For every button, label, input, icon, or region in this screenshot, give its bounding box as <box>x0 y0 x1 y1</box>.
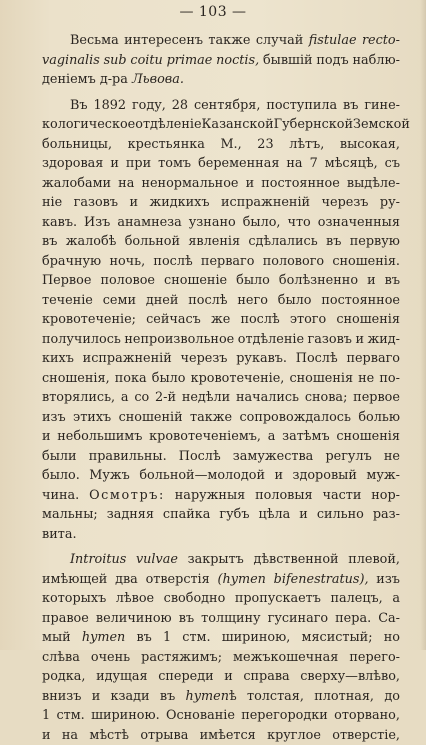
word: на <box>62 726 78 745</box>
text-line <box>42 193 400 213</box>
word: брачную <box>42 252 101 272</box>
word: сверху—влѣво, <box>300 667 400 687</box>
word: родка, <box>42 667 85 687</box>
word: половое <box>100 271 155 291</box>
word: кровотеченiемъ, <box>149 427 261 447</box>
text-line <box>42 466 400 486</box>
word: со <box>134 388 149 408</box>
word: hymenѣ <box>186 687 237 707</box>
word: недѣли <box>182 388 230 408</box>
word: лѣтъ, <box>289 135 324 155</box>
word: получилось <box>42 330 121 350</box>
word: мый <box>42 628 71 648</box>
word: правое <box>42 609 89 629</box>
word: но <box>384 628 400 648</box>
word: Introitus <box>70 550 126 570</box>
word: внизъ <box>42 687 81 707</box>
word: Весьма <box>70 31 119 51</box>
word: Въ <box>70 96 88 116</box>
word: черезъ <box>322 193 369 213</box>
word: coitu <box>130 51 162 71</box>
word: bifenestratus), <box>274 570 369 590</box>
word: сношенiя <box>336 310 400 330</box>
word: было <box>278 291 312 311</box>
word: этого <box>290 310 326 330</box>
word: Мужъ <box>89 466 130 486</box>
word: наружныя <box>175 486 245 506</box>
word: растяжимъ; <box>141 648 222 668</box>
word: въ <box>179 609 194 629</box>
word: кологическое <box>42 115 135 135</box>
text-line <box>42 388 400 408</box>
word: hymen <box>82 628 125 648</box>
word: черезъ <box>181 349 228 369</box>
word: больной <box>125 232 180 252</box>
word: на <box>118 174 134 194</box>
word: дней <box>146 291 179 311</box>
word: денiемъ <box>42 70 96 90</box>
text-line <box>42 310 400 330</box>
word: раз- <box>373 505 400 525</box>
word: губъ <box>219 505 249 525</box>
word: регулъ <box>325 447 371 467</box>
word: также <box>208 31 250 51</box>
word: отрыва <box>140 726 188 745</box>
word: не <box>358 369 374 389</box>
word: плевой, <box>348 550 400 570</box>
word: было. <box>42 466 80 486</box>
word: и <box>224 667 233 687</box>
text-line <box>42 667 400 687</box>
word: перваго <box>346 349 400 369</box>
word: высокая, <box>340 135 400 155</box>
word: стм. <box>182 628 210 648</box>
text-line <box>42 31 400 51</box>
word: вита. <box>42 525 77 545</box>
word: М., <box>220 135 241 155</box>
word: изъ <box>376 570 400 590</box>
word: непроизвольное <box>124 330 234 350</box>
word: vulvae <box>136 550 178 570</box>
word: 1892 <box>93 96 126 116</box>
word: затѣмъ <box>282 427 330 447</box>
word: же <box>211 310 230 330</box>
word: полового <box>263 252 324 272</box>
word: толщину <box>201 609 260 629</box>
word: сейчасъ <box>146 310 201 330</box>
word: и <box>246 174 255 194</box>
word: сопровождалось <box>239 408 350 428</box>
word: въ <box>42 232 57 252</box>
word: перего- <box>349 648 400 668</box>
text-line <box>42 427 400 447</box>
word: кихъ <box>42 349 74 369</box>
word: кавъ. <box>42 213 77 233</box>
word: и <box>110 154 119 174</box>
word: палецъ, <box>330 589 382 609</box>
word: 2-й <box>155 388 176 408</box>
word: пера. <box>335 609 371 629</box>
word: мѣсяцѣ, <box>325 154 378 174</box>
word: семи <box>103 291 136 311</box>
word: оторвано, <box>334 706 400 726</box>
word: сильно <box>317 505 364 525</box>
word: было <box>236 271 270 291</box>
word: сдѣлались <box>248 232 317 252</box>
word: задняя <box>107 505 154 525</box>
word: поступила <box>266 96 337 116</box>
word: ночь, <box>109 252 145 272</box>
word: въ <box>343 96 358 116</box>
word: больницы, <box>42 135 112 155</box>
text-line <box>42 447 400 467</box>
word: узнано <box>189 213 236 233</box>
word: 1 <box>42 706 50 726</box>
word: пропускаетъ <box>235 589 321 609</box>
word: плотная, <box>314 687 374 707</box>
word: части <box>322 486 361 506</box>
word: изъ <box>42 408 66 428</box>
word: (hymen <box>217 570 265 590</box>
word: теченiе <box>42 291 93 311</box>
word: Казанской <box>202 115 274 135</box>
word: снова; <box>305 388 348 408</box>
word: по- <box>379 369 400 389</box>
word: очень <box>91 648 130 668</box>
word: до <box>384 687 400 707</box>
word: лѣвое <box>116 589 154 609</box>
word: беременная <box>198 154 279 174</box>
word: Львова. <box>132 70 184 90</box>
text-line <box>42 369 400 389</box>
word: и <box>367 271 376 291</box>
word: сношенiя <box>289 369 353 389</box>
word: а <box>268 427 276 447</box>
word: толстая, <box>247 687 304 707</box>
word: стм. <box>56 706 84 726</box>
text-line <box>42 408 400 428</box>
word: означенныя <box>318 213 400 233</box>
word: жидкихъ <box>149 193 209 213</box>
word: не <box>384 447 400 467</box>
word: спереди <box>158 667 213 687</box>
word: sub <box>104 51 127 71</box>
word: при <box>126 154 151 174</box>
word: въ <box>160 687 175 707</box>
word: имѣющей <box>42 570 107 590</box>
word: и <box>42 427 51 447</box>
word: recto- <box>362 31 400 51</box>
word: слѣва <box>42 648 80 668</box>
word: томъ <box>158 154 191 174</box>
text-line <box>42 486 400 506</box>
word: Изъ <box>84 213 110 233</box>
word: Губернской <box>274 115 353 135</box>
word: постоянное <box>321 291 400 311</box>
word: 23 <box>257 135 273 155</box>
word: и <box>299 505 308 525</box>
word: 28 <box>172 96 188 116</box>
word: половыя <box>255 486 313 506</box>
word: Первое <box>42 271 91 291</box>
word: послѣ <box>240 310 279 330</box>
word: сношенiя <box>336 427 400 447</box>
word: и <box>355 330 364 350</box>
word: въ <box>385 271 400 291</box>
word: нор- <box>371 486 400 506</box>
text-line <box>42 252 400 272</box>
word: испражненiй <box>83 349 172 369</box>
word: мѣстѣ <box>89 726 129 745</box>
word: которыхъ <box>42 589 106 609</box>
word: и <box>92 687 101 707</box>
text-line <box>42 609 400 629</box>
word: постоянное <box>261 174 340 194</box>
word: на <box>286 154 302 174</box>
word: анамнеза <box>117 213 181 233</box>
word: болѣзненно <box>279 271 358 291</box>
word: было, <box>243 213 281 233</box>
word: д-ра <box>100 70 128 90</box>
word: закрытъ <box>188 550 244 570</box>
word: мясистый; <box>302 628 373 648</box>
word: жалобами <box>42 174 111 194</box>
word: круглое <box>267 726 321 745</box>
word: что <box>287 213 310 233</box>
word: испражненiй <box>221 193 310 213</box>
word: замужества <box>233 447 314 467</box>
word: чина. <box>42 486 79 506</box>
word: Послѣ <box>296 349 338 369</box>
text-line <box>42 330 400 350</box>
word: въ <box>136 628 151 648</box>
text-line <box>42 349 400 369</box>
word: начались <box>236 388 299 408</box>
word: а <box>392 589 400 609</box>
word: дѣвственной <box>253 550 338 570</box>
word: кзади <box>111 687 150 707</box>
text-line <box>42 174 400 194</box>
body-text <box>42 31 400 745</box>
word: него <box>237 291 268 311</box>
text-line <box>42 232 400 252</box>
word: межъкошечная <box>233 648 338 668</box>
word: жид- <box>367 330 400 350</box>
text-line <box>42 726 400 745</box>
word: сношенiя, <box>42 369 110 389</box>
word: газовъ <box>308 330 352 350</box>
word: отдѣленiе <box>238 330 304 350</box>
page-edge-shadow <box>420 0 426 650</box>
word: справа <box>243 667 289 687</box>
page-number: — 103 — <box>0 4 426 20</box>
word: больной—молодой <box>139 466 265 486</box>
word: болью <box>358 408 400 428</box>
word: сношенiя. <box>332 252 400 272</box>
word: мальны; <box>42 505 98 525</box>
word: сношенiе <box>164 271 227 291</box>
word: и <box>129 193 138 213</box>
word: гусинаго <box>268 609 329 629</box>
word: а <box>121 388 129 408</box>
word: и <box>274 466 283 486</box>
word: имѣется <box>200 726 256 745</box>
text-line <box>42 628 400 648</box>
word: отверстiе, <box>332 726 400 745</box>
word: Земской <box>353 115 410 135</box>
word: здоровая <box>42 154 103 174</box>
word: noctis, <box>216 51 259 71</box>
word: небольшимъ <box>57 427 142 447</box>
word: отверстiя <box>146 570 210 590</box>
text-line <box>42 135 400 155</box>
word: были <box>42 447 77 467</box>
word: году, <box>132 96 166 116</box>
word: муж- <box>366 466 400 486</box>
word: съ <box>385 154 400 174</box>
text-line <box>42 115 400 135</box>
word: сношенiй <box>119 408 183 428</box>
text-line <box>42 271 400 291</box>
word: пока <box>115 369 147 389</box>
word: шириною. <box>91 706 160 726</box>
word: бывшiй <box>263 51 313 71</box>
word: Послѣ <box>179 447 221 467</box>
text-line <box>42 648 400 668</box>
text-line <box>42 505 400 525</box>
text-line <box>42 550 400 570</box>
word: здоровый <box>292 466 356 486</box>
word: спайка <box>163 505 210 525</box>
word: интересенъ <box>124 31 203 51</box>
word: также <box>190 408 232 428</box>
word: въ <box>326 232 341 252</box>
word: газовъ <box>74 193 118 213</box>
word: Основанiе <box>166 706 235 726</box>
word: наблю- <box>352 51 399 71</box>
word: подъ <box>316 51 348 71</box>
text-line <box>42 154 400 174</box>
word: случай <box>256 31 303 51</box>
word: этихъ <box>73 408 111 428</box>
word: крестьянка <box>128 135 205 155</box>
word: шириною, <box>222 628 291 648</box>
word: 1 <box>163 628 171 648</box>
word: ненормальное <box>141 174 238 194</box>
word: нiе <box>42 193 62 213</box>
word: идущая <box>96 667 148 687</box>
word: кровотеченiе, <box>191 369 285 389</box>
word: величиною <box>96 609 172 629</box>
word: выдѣле- <box>347 174 400 194</box>
text-line <box>42 706 400 726</box>
word: правильны. <box>89 447 167 467</box>
word: кровотеченiе; <box>42 310 136 330</box>
word: Са- <box>378 609 400 629</box>
word: fistulae <box>309 31 357 51</box>
text-line <box>42 70 400 90</box>
word: вторялись, <box>42 388 115 408</box>
text-line <box>42 291 400 311</box>
word: первое <box>353 388 400 408</box>
word: послѣ <box>153 252 192 272</box>
word: отдѣленiе <box>135 115 201 135</box>
word: перегородки <box>241 706 328 726</box>
word: два <box>115 570 138 590</box>
word: первую <box>350 232 400 252</box>
word: Осмотръ: <box>89 486 165 506</box>
word: цѣла <box>259 505 291 525</box>
word: vaginalis <box>42 51 100 71</box>
word: и <box>42 726 51 745</box>
word: перваго <box>201 252 255 272</box>
word: рукавъ. <box>236 349 287 369</box>
text-line <box>42 96 400 116</box>
text-line <box>42 570 400 590</box>
word: сентября, <box>194 96 260 116</box>
word: primae <box>167 51 213 71</box>
word: жалобѣ <box>66 232 117 252</box>
word: гине- <box>364 96 400 116</box>
word: послѣ <box>188 291 227 311</box>
word: ру- <box>380 193 400 213</box>
word: явленiя <box>188 232 240 252</box>
text-line <box>42 51 400 71</box>
text-line <box>42 589 400 609</box>
text-line <box>42 525 400 545</box>
word: было <box>152 369 186 389</box>
word: свободно <box>164 589 226 609</box>
text-line <box>42 213 400 233</box>
word: 7 <box>310 154 318 174</box>
text-line <box>42 687 400 707</box>
